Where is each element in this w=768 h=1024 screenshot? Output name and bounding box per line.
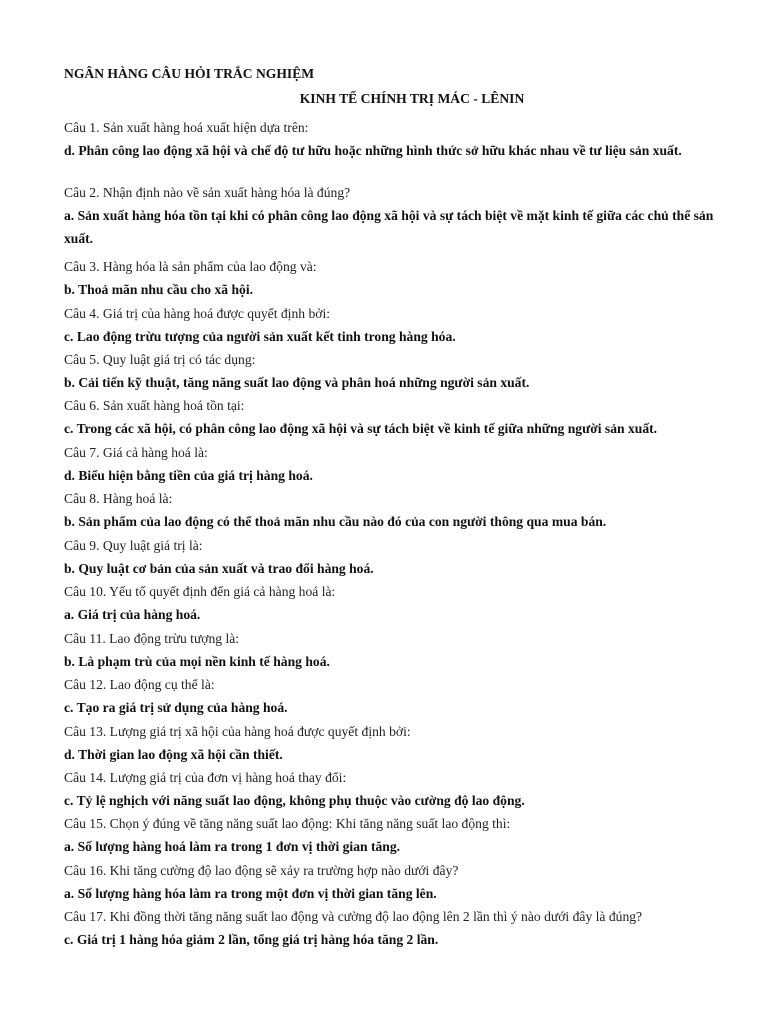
document-subtitle: KINH TẾ CHÍNH TRỊ MÁC - LÊNIN <box>299 91 525 106</box>
question-4: Câu 4. Giá trị của hàng hoá được quyết định bởi: <box>64 306 330 321</box>
question-17: Câu 17. Khi đồng thời tăng năng suất lao động và cường độ lao động lên 2 lần thì ý nào dưới đây là đúng? <box>64 909 643 924</box>
answer-15: a. Số lượng hàng hoá làm ra trong 1 đơn vị thời gian tăng. <box>64 839 401 854</box>
answer-16: a. Số lượng hàng hóa làm ra trong một đơn vị thời gian tăng lên. <box>64 886 437 901</box>
question-5: Câu 5. Quy luật giá trị có tác dụng: <box>64 352 256 367</box>
document-title: NGÂN HÀNG CÂU HỎI TRẮC NGHIỆM <box>64 66 315 81</box>
question-2: Câu 2. Nhận định nào về sản xuất hàng hóa là đúng? <box>64 185 351 200</box>
answer-12: c. Tạo ra giá trị sử dụng của hàng hoá. <box>64 700 288 715</box>
question-11: Câu 11. Lao động trừu tượng là: <box>64 631 240 646</box>
answer-14: c. Tỷ lệ nghịch với năng suất lao động, không phụ thuộc vào cường độ lao động. <box>64 793 525 808</box>
question-7: Câu 7. Giá cả hàng hoá là: <box>64 445 208 460</box>
answer-11: b. Là phạm trù của mọi nền kinh tế hàng hoá. <box>64 654 330 669</box>
answer-1: d. Phân công lao động xã hội và chế độ tư hữu hoặc những hình thức sở hữu khác nhau về tư liệu sản xuất. <box>64 143 682 158</box>
question-16: Câu 16. Khi tăng cường độ lao động sẽ xảy ra trường hợp nào dưới đây? <box>64 863 459 878</box>
question-12: Câu 12. Lao động cụ thể là: <box>64 677 215 692</box>
answer-8: b. Sản phẩm của lao động có thể thoả mãn nhu cầu nào đó của con người thông qua mua bán. <box>64 514 607 529</box>
answer-10: a. Giá trị của hàng hoá. <box>64 607 201 622</box>
answer-4: c. Lao động trừu tượng của người sản xuất kết tinh trong hàng hóa. <box>64 329 456 344</box>
question-6: Câu 6. Sản xuất hàng hoá tồn tại: <box>64 398 245 413</box>
answer-13: d. Thời gian lao động xã hội cần thiết. <box>64 747 283 762</box>
question-14: Câu 14. Lượng giá trị của đơn vị hàng hoá thay đổi: <box>64 770 347 785</box>
question-3: Câu 3. Hàng hóa là sản phẩm của lao động và: <box>64 259 317 274</box>
answer-7: d. Biểu hiện bằng tiền của giá trị hàng hoá. <box>64 468 313 483</box>
question-15: Câu 15. Chọn ý đúng về tăng năng suất lao động: Khi tăng năng suất lao động thì: <box>64 816 511 831</box>
answer-2: a. Sản xuất hàng hóa tồn tại khi có phân công lao động xã hội và sự tách biệt về mặt kinh tế giữa các chủ thể sản xuất. <box>64 208 714 246</box>
answer-17: c. Giá trị 1 hàng hóa giảm 2 lần, tổng giá trị hàng hóa tăng 2 lần. <box>64 932 439 947</box>
question-9: Câu 9. Quy luật giá trị là: <box>64 538 203 553</box>
question-13: Câu 13. Lượng giá trị xã hội của hàng hoá được quyết định bởi: <box>64 724 411 739</box>
question-1: Câu 1. Sản xuất hàng hoá xuất hiện dựa trên: <box>64 120 309 135</box>
question-8: Câu 8. Hàng hoá là: <box>64 491 173 506</box>
answer-9: b. Quy luật cơ bản của sản xuất và trao đổi hàng hoá. <box>64 561 374 576</box>
question-10: Câu 10. Yếu tố quyết định đến giá cả hàng hoá là: <box>64 584 336 599</box>
answer-3: b. Thoả mãn nhu cầu cho xã hội. <box>64 282 253 297</box>
answer-5: b. Cải tiến kỹ thuật, tăng năng suất lao động và phân hoá những người sản xuất. <box>64 375 530 390</box>
answer-6: c. Trong các xã hội, có phân công lao động xã hội và sự tách biệt về kinh tế giữa những người sản xuất. <box>64 421 658 436</box>
